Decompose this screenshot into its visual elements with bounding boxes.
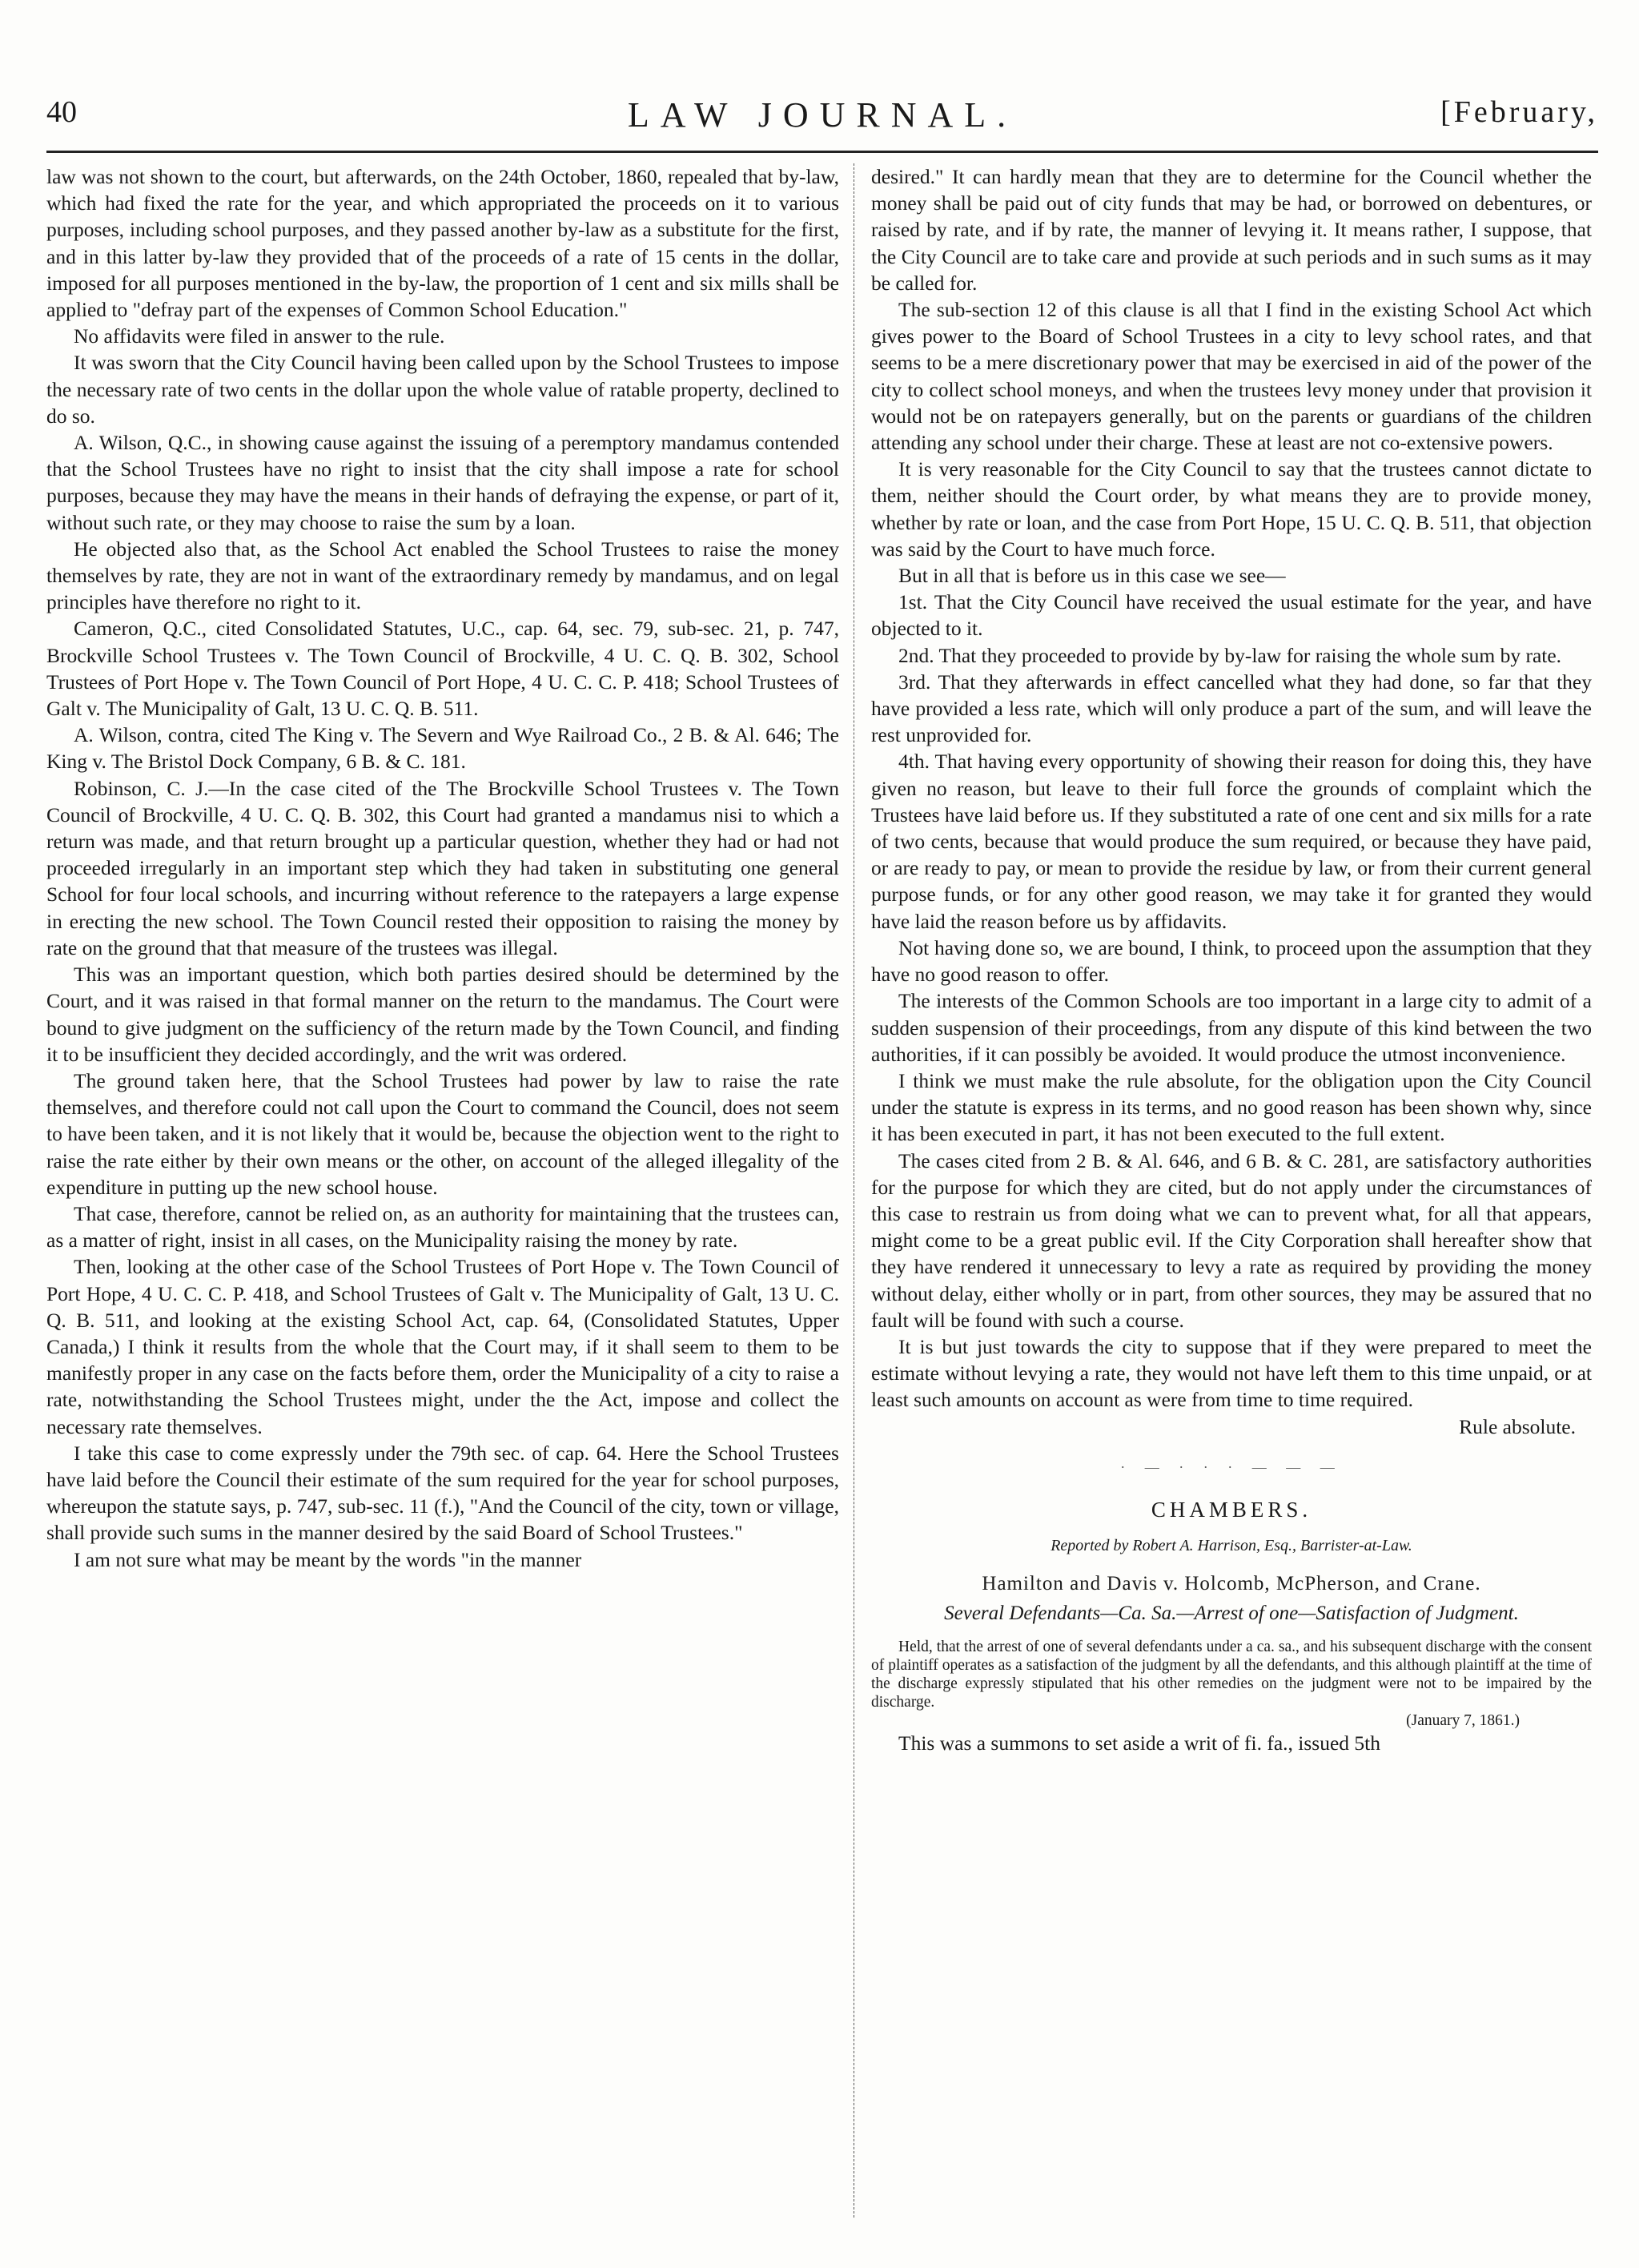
paragraph: A. Wilson, Q.C., in showing cause against the issuing of a peremptory mandamus contended that the School Trustees have no right to insist that the city shall impose a rate for school purposes, because they may have the means in their hands of defraying the expense, or part of it, without such rate, or they may choose to raise the sum by a loan. [46,431,839,534]
paragraph: The interests of the Common Schools are too important in a large city to admit of a sudden suspension of their proceedings, from any dispute of this kind between the two authorities, if it can possibly be avoided. It would produce the utmost inconvenience. [871,989,1592,1066]
paragraph: Robinson, C. J.—In the case cited of the The Brockville School Trustees v. The Town Council of Brockville, 4 U. C. Q. B. 302, this Court had granted a mandamus nisi to which a return was made, and that return brought up a particular question, whether they had or had not proceeded irregularly in an important step which they had taken in substituting one general School for four local schools, and incurring without reference to the ratepayers a large expense in erecting the new school. The Town Council rested their opposition to raising the money by rate on the ground that that measure of the trustees was illegal. [46,776,839,959]
right-column [871,163,1592,2230]
paragraph: It is very reasonable for the City Council to say that the trustees cannot dictate to them, neither should the Court order, by what means they are to provide money, whether by rate or loan, and the case from Port Hope, 15 U. C. Q. B. 511, that objection was said by the Court to have much force. [871,457,1592,561]
header-rule [46,151,1598,153]
paragraph: The ground taken here, that the School Trustees had power by law to raise the rate themselves, and therefore could not call upon the Court to command the Council, does not seem to have been taken, and it is not likely that it would be, because the objection went to the right to raise the rate either by their own means or the other, on account of the alleged illegality of the expenditure in putting up the new school house. [46,1068,839,1199]
paragraph: This was a summons to set aside a writ of fi. fa., issued 5th [898,1731,1380,1755]
page-number: 40 [46,95,77,129]
case-title: Hamilton and Davis v. Holcomb, McPherson, and Crane. [982,1573,1481,1595]
paragraph: Not having done so, we are bound, I think, to proceed upon the assumption that they have no good reason to offer. [871,935,1592,987]
rule-absolute: Rule absolute. [1459,1414,1576,1438]
journal-title: LAW JOURNAL. [627,95,1018,135]
issue-month: [February, [1440,95,1598,129]
paragraph: This was an important question, which both parties desired should be determined by the Court, and it was raised in that formal manner on the return to the mandamus. The Court were bound to give judgment on the sufficiency of the return made by the Town Council, and finding it to be insufficient they decided accordingly, and the writ was ordered. [46,963,839,1066]
paragraph: 3rd. That they afterwards in effect cancelled what they had done, so far that they have provided a less rate, which will only produce a part of the sum, and will leave the rest unprovided for. [871,670,1592,747]
case-subtitle: Several Defendants—Ca. Sa.—Arrest of one—Satisfaction of Judgment. [944,1602,1519,1624]
page-header [46,94,1598,146]
left-column [46,163,839,2230]
paragraph: It is but just towards the city to suppose that if they were prepared to meet the estimate without levying a rate, they would not have left them to this time unpaid, or at least such amounts on account as were from time to time required. [871,1334,1592,1412]
chambers-heading: CHAMBERS. [1151,1497,1312,1522]
paragraph: Then, looking at the other case of the School Trustees of Port Hope v. The Town Council of Port Hope, 4 U. C. C. P. 418, and School Trustees of Galt v. The Municipality of Galt, 13 U. C. Q. B. 511, and looking at the existing School Act, cap. 64, (Consolidated Statutes, Upper Canada,) I think it results from the whole that the Court may, if it shall seem to them to be manifestly proper in any case on the facts before them, order the Municipality of a city to raise a rate, notwithstanding the School Trustees might, under the the Act, impose and collect the necessary rate themselves. [46,1255,839,1438]
paragraph: The sub-section 12 of this clause is all that I find in the existing School Act which gives power to the Board of School Trustees in a city to levy school rates, and that seems to be a mere discretionary power that may be exercised in aid of the power of the city to collect school moneys, and when the trustees levy money under that provision it would not be on ratepayers generally, but on the parents or guardians of the children attending any school under their charge. These at least are not co-extensive powers. [871,298,1592,455]
paragraph: I take this case to come expressly under the 79th sec. of cap. 64. Here the School Trustees have laid before the Council their estimate of the sum required for the year for school purposes, whereupon the statute says, p. 747, sub-sec. 11 (f.), "And the Council of the city, town or village, shall provide such sums in the manner desired by the said Board of School Trustees." [46,1441,839,1545]
paragraph: No affidavits were filed in answer to the rule. [74,324,445,348]
paragraph: I am not sure what may be meant by the words "in the manner [74,1547,582,1571]
paragraph: law was not shown to the court, but afterwards, on the 24th October, 1860, repealed that by-law, which had fixed the rate for the year, and which appropriated the proceeds on it to various purposes, including school purposes, and they passed another by-law as a substitute for the first, and in this latter by-law they provided that of the proceeds of a rate of 15 cents in the dollar, imposed for all purposes mentioned in the by-law, the proportion of 1 cent and six mills shall be applied to "defray part of the expenses of Common School Education." [46,165,839,322]
paragraph: 4th. That having every opportunity of showing their reason for doing this, they have given no reason, but leave to their full force the grounds of complaint which the Trustees have laid before us. If they substituted a rate of one cent and six mills for a rate of two cents, because that would produce the sum required, or because they have paid, or are ready to pay, or mean to provide the residue by law, or from their current general purpose funds, or for any other good reason, we may take it for granted they would have laid the reason before us by affidavits. [871,750,1592,933]
paragraph: But in all that is before us in this case we see— [898,564,1286,588]
paragraph: I think we must make the rule absolute, for the obligation upon the City Council under the statute is express in its terms, and no good reason has been shown why, since it has been executed in part, it has not been executed to the full extent. [871,1068,1592,1146]
headnote-date: (January 7, 1861.) [1406,1711,1520,1729]
headnote [871,1638,1592,1730]
paragraph: That case, therefore, cannot be relied on, as an authority for maintaining that the trustees can, as a matter of right, insist in all cases, on the Municipality raising the money by rate. [46,1201,839,1253]
paragraph: It was sworn that the City Council having been called upon by the School Trustees to impose the necessary rate of two cents in the dollar upon the whole value of ratable property, declined to do so. [46,351,839,428]
headnote-text: Held, that the arrest of one of several defendants under a ca. sa., and his subsequent discharge with the consent of plaintiff operates as a satisfaction of the judgment by all the defendants, and this although plaintiff at the time of the discharge expressly stipulated that his other remedies on the judgment were not to be impaired by the discharge. [871,1638,1592,1711]
paragraph: desired." It can hardly mean that they are to determine for the Council whether the money shall be paid out of city funds that may be had, or borrowed on debentures, or raised by rate, and if by rate, the manner of levying it. It means rather, I suppose, that the City Council are to take care and provide at such periods and in such sums as it may be called for. [871,165,1592,295]
paragraph: A. Wilson, contra, cited The King v. The Severn and Wye Railroad Co., 2 B. & Al. 646; The King v. The Bristol Dock Company, 6 B. & C. 181. [46,723,839,774]
paragraph: He objected also that, as the School Act enabled the School Trustees to raise the money themselves by rate, they are not in want of the extraordinary remedy by mandamus, and on legal principles have therefore no right to it. [46,537,839,614]
paragraph: 1st. That the City Council have received the usual estimate for the year, and have objected to it. [871,590,1592,641]
section-ornament: · — · · · — — — [1120,1458,1343,1475]
reporter-line: Reported by Robert A. Harrison, Esq., Barrister-at-Law. [1050,1537,1412,1555]
paragraph: The cases cited from 2 B. & Al. 646, and 6 B. & C. 281, are satisfactory authorities for the purpose for which they are cited, but do not apply under the circumstances of this case to restrain us from doing what we can to prevent what, for all that appears, might come to be a great public evil. If the City Corporation shall hereafter show that they have rendered it unnecessary to levy a rate as required by providing the money without delay, either wholly or in part, from other sources, they may be assured that no fault will be found with such a course. [871,1148,1592,1332]
paragraph: 2nd. That they proceeded to provide by by-law for raising the whole sum by rate. [898,643,1562,667]
paragraph: Cameron, Q.C., cited Consolidated Statutes, U.C., cap. 64, sec. 79, sub-sec. 21, p. 747, Brockville School Trustees v. The Town Council of Brockville, 4 U. C. Q. B. 302, School Trustees of Port Hope v. The Town Council of Port Hope, 4 U. C. C. P. 418; School Trustees of Galt v. The Municipality of Galt, 13 U. C. Q. B. 511. [46,617,839,721]
